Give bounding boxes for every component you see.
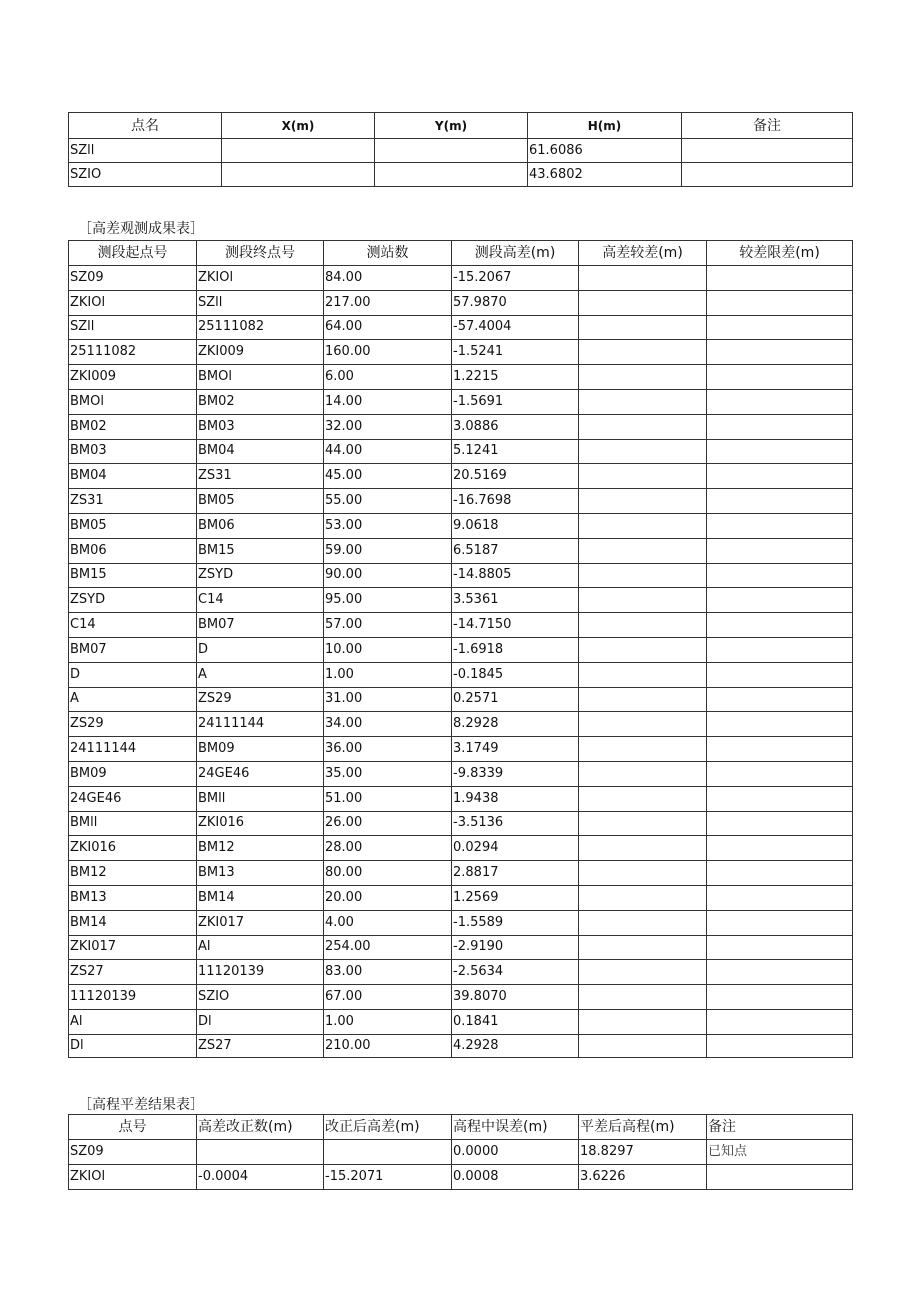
table-cell: 已知点 bbox=[707, 1140, 853, 1165]
table-row bbox=[69, 985, 853, 1010]
table-row bbox=[69, 761, 853, 786]
table-cell: C14 bbox=[197, 588, 324, 613]
table-cell: BM09 bbox=[197, 737, 324, 762]
table-cell: ZS29 bbox=[197, 687, 324, 712]
table-cell: 11120139 bbox=[197, 960, 324, 985]
table-row bbox=[69, 163, 853, 187]
table-cell bbox=[707, 1165, 853, 1190]
table-cell: 28.00 bbox=[324, 836, 452, 861]
table-cell: 25111082 bbox=[69, 340, 197, 365]
table-cell: 90.00 bbox=[324, 563, 452, 588]
table-cell: BM05 bbox=[69, 513, 197, 538]
table-cell: Dl bbox=[197, 1009, 324, 1034]
table-cell: 3.5361 bbox=[452, 588, 579, 613]
table-cell bbox=[707, 389, 853, 414]
table-cell bbox=[579, 389, 707, 414]
table-cell bbox=[707, 563, 853, 588]
table-cell: 31.00 bbox=[324, 687, 452, 712]
table-row bbox=[69, 885, 853, 910]
table-cell: 6.5187 bbox=[452, 538, 579, 563]
table-cell: A bbox=[197, 662, 324, 687]
table-row bbox=[69, 538, 853, 563]
table-cell: 0.1841 bbox=[452, 1009, 579, 1034]
column-header: 备注 bbox=[682, 113, 853, 139]
table-cell: 1.2569 bbox=[452, 885, 579, 910]
table-cell: 18.8297 bbox=[579, 1140, 707, 1165]
table-cell bbox=[682, 163, 853, 187]
table-cell: 26.00 bbox=[324, 811, 452, 836]
table-cell: SZIO bbox=[69, 163, 222, 187]
table-cell: D bbox=[197, 637, 324, 662]
table-cell bbox=[707, 836, 853, 861]
table-cell bbox=[579, 811, 707, 836]
table-row bbox=[69, 315, 853, 340]
table-cell: 14.00 bbox=[324, 389, 452, 414]
table-cell: 0.0294 bbox=[452, 836, 579, 861]
table-cell: -1.5589 bbox=[452, 910, 579, 935]
table-cell bbox=[707, 687, 853, 712]
table-cell: BM15 bbox=[197, 538, 324, 563]
table-cell: ZS29 bbox=[69, 712, 197, 737]
table-cell bbox=[707, 588, 853, 613]
table-cell bbox=[579, 464, 707, 489]
table-cell bbox=[707, 613, 853, 638]
header-row bbox=[69, 241, 853, 266]
column-header: Y(m) bbox=[375, 113, 528, 139]
table-cell bbox=[707, 885, 853, 910]
table-cell bbox=[579, 737, 707, 762]
table-cell: 1.00 bbox=[324, 662, 452, 687]
table-cell: BMll bbox=[197, 786, 324, 811]
table-row bbox=[69, 340, 853, 365]
table-cell: 254.00 bbox=[324, 935, 452, 960]
table-cell bbox=[579, 266, 707, 291]
table-cell: 95.00 bbox=[324, 588, 452, 613]
table-cell bbox=[579, 365, 707, 390]
table-row bbox=[69, 613, 853, 638]
column-header: 高程中误差(m) bbox=[452, 1115, 579, 1140]
table-cell: BM07 bbox=[69, 637, 197, 662]
table-cell: -1.5691 bbox=[452, 389, 579, 414]
table-cell: 3.1749 bbox=[452, 737, 579, 762]
table-cell: -9.8339 bbox=[452, 761, 579, 786]
table-cell: -3.5136 bbox=[452, 811, 579, 836]
table-cell: 61.6086 bbox=[528, 139, 682, 163]
table-cell bbox=[707, 414, 853, 439]
table-cell bbox=[707, 1009, 853, 1034]
table-cell: 83.00 bbox=[324, 960, 452, 985]
table-cell bbox=[707, 861, 853, 886]
table-cell bbox=[579, 861, 707, 886]
table-cell bbox=[707, 985, 853, 1010]
table-cell: 36.00 bbox=[324, 737, 452, 762]
table-cell: -2.5634 bbox=[452, 960, 579, 985]
table-row bbox=[69, 811, 853, 836]
table-cell bbox=[579, 538, 707, 563]
table-cell bbox=[579, 935, 707, 960]
table-cell: BM05 bbox=[197, 489, 324, 514]
table-cell bbox=[579, 637, 707, 662]
column-header: 点号 bbox=[69, 1115, 197, 1140]
table-cell bbox=[579, 290, 707, 315]
column-header: 点名 bbox=[69, 113, 222, 139]
table-row bbox=[69, 1034, 853, 1057]
table-cell bbox=[579, 761, 707, 786]
table-row bbox=[69, 1140, 853, 1165]
table-cell: ZS27 bbox=[197, 1034, 324, 1057]
table-row bbox=[69, 662, 853, 687]
table-cell bbox=[707, 315, 853, 340]
height-diff-table bbox=[68, 240, 853, 1058]
table-cell: A bbox=[69, 687, 197, 712]
table-cell: -15.2067 bbox=[452, 266, 579, 291]
column-header: X(m) bbox=[222, 113, 375, 139]
table-row bbox=[69, 414, 853, 439]
table-cell bbox=[707, 662, 853, 687]
table-cell bbox=[707, 737, 853, 762]
table-cell: 1.2215 bbox=[452, 365, 579, 390]
table-cell: 39.8070 bbox=[452, 985, 579, 1010]
table-cell bbox=[579, 414, 707, 439]
table-row bbox=[69, 1165, 853, 1190]
table-row bbox=[69, 139, 853, 163]
table-cell: ZS27 bbox=[69, 960, 197, 985]
table-cell bbox=[579, 1034, 707, 1057]
header-row bbox=[69, 113, 853, 139]
table-row bbox=[69, 464, 853, 489]
table-cell: BM13 bbox=[197, 861, 324, 886]
table-cell: SZll bbox=[197, 290, 324, 315]
table-cell: BM06 bbox=[69, 538, 197, 563]
table-cell: BMOl bbox=[69, 389, 197, 414]
table-cell: BM12 bbox=[69, 861, 197, 886]
table-cell: 20.5169 bbox=[452, 464, 579, 489]
table-cell: 80.00 bbox=[324, 861, 452, 886]
table-cell: 67.00 bbox=[324, 985, 452, 1010]
table-cell bbox=[375, 163, 528, 187]
table-cell bbox=[707, 761, 853, 786]
table-cell: BM13 bbox=[69, 885, 197, 910]
adjustment-table bbox=[68, 1114, 853, 1190]
table-row bbox=[69, 489, 853, 514]
table-cell: 24GE46 bbox=[197, 761, 324, 786]
column-header: 测站数 bbox=[324, 241, 452, 266]
table-cell bbox=[707, 786, 853, 811]
table-cell: BM02 bbox=[197, 389, 324, 414]
table-cell: SZll bbox=[69, 315, 197, 340]
table-row bbox=[69, 786, 853, 811]
table-cell: ZKI017 bbox=[69, 935, 197, 960]
table-cell bbox=[707, 811, 853, 836]
table-row bbox=[69, 439, 853, 464]
table-cell: ZKIOl bbox=[69, 290, 197, 315]
table-row bbox=[69, 712, 853, 737]
table-cell: 4.2928 bbox=[452, 1034, 579, 1057]
table-cell: 0.0000 bbox=[452, 1140, 579, 1165]
table-cell bbox=[707, 439, 853, 464]
table-cell: BM14 bbox=[197, 885, 324, 910]
table-cell: BM04 bbox=[197, 439, 324, 464]
table-cell: 9.0618 bbox=[452, 513, 579, 538]
table-cell: -1.5241 bbox=[452, 340, 579, 365]
table-cell bbox=[707, 960, 853, 985]
table-cell bbox=[375, 139, 528, 163]
table-cell: 57.00 bbox=[324, 613, 452, 638]
table-cell: BM06 bbox=[197, 513, 324, 538]
table-cell: -57.4004 bbox=[452, 315, 579, 340]
table-cell bbox=[579, 315, 707, 340]
table-cell: ZKIOl bbox=[197, 266, 324, 291]
table-cell: 160.00 bbox=[324, 340, 452, 365]
column-header: 备注 bbox=[707, 1115, 853, 1140]
table-cell: 44.00 bbox=[324, 439, 452, 464]
table-cell bbox=[579, 563, 707, 588]
table-cell: Dl bbox=[69, 1034, 197, 1057]
table-row bbox=[69, 910, 853, 935]
table-row bbox=[69, 389, 853, 414]
table-cell bbox=[682, 139, 853, 163]
table-cell: -14.8805 bbox=[452, 563, 579, 588]
table-cell: SZIO bbox=[197, 985, 324, 1010]
table-cell: ZKIOl bbox=[69, 1165, 197, 1190]
table-row bbox=[69, 365, 853, 390]
table-cell: ZKI009 bbox=[69, 365, 197, 390]
table-cell bbox=[579, 662, 707, 687]
table-cell: 43.6802 bbox=[528, 163, 682, 187]
table-cell bbox=[579, 836, 707, 861]
table-cell: 1.00 bbox=[324, 1009, 452, 1034]
table-row bbox=[69, 563, 853, 588]
table-row bbox=[69, 861, 853, 886]
table-cell: SZ09 bbox=[69, 266, 197, 291]
table-cell: 35.00 bbox=[324, 761, 452, 786]
table-cell bbox=[579, 588, 707, 613]
table-cell bbox=[579, 1009, 707, 1034]
table-cell bbox=[579, 960, 707, 985]
table-cell bbox=[707, 266, 853, 291]
table-cell: 51.00 bbox=[324, 786, 452, 811]
table-cell bbox=[324, 1140, 452, 1165]
table-cell bbox=[579, 613, 707, 638]
table-cell bbox=[707, 365, 853, 390]
table-cell: SZ09 bbox=[69, 1140, 197, 1165]
column-header: 高差较差(m) bbox=[579, 241, 707, 266]
table-cell bbox=[579, 712, 707, 737]
table-cell: C14 bbox=[69, 613, 197, 638]
table-cell: 6.00 bbox=[324, 365, 452, 390]
column-header: 测段高差(m) bbox=[452, 241, 579, 266]
table-cell: 64.00 bbox=[324, 315, 452, 340]
table-cell bbox=[707, 290, 853, 315]
table-cell: BM15 bbox=[69, 563, 197, 588]
table-cell: 217.00 bbox=[324, 290, 452, 315]
table-cell: 20.00 bbox=[324, 885, 452, 910]
column-header: 测段终点号 bbox=[197, 241, 324, 266]
table-cell: 57.9870 bbox=[452, 290, 579, 315]
table-row bbox=[69, 836, 853, 861]
table-cell: Al bbox=[69, 1009, 197, 1034]
table-cell bbox=[579, 489, 707, 514]
table-row bbox=[69, 1009, 853, 1034]
table-cell: BMll bbox=[69, 811, 197, 836]
table-cell: -14.7150 bbox=[452, 613, 579, 638]
table-cell bbox=[707, 712, 853, 737]
table-cell: ZS31 bbox=[69, 489, 197, 514]
table-cell: ZSYD bbox=[69, 588, 197, 613]
table-cell: 4.00 bbox=[324, 910, 452, 935]
table-cell: -2.9190 bbox=[452, 935, 579, 960]
header-row bbox=[69, 1115, 853, 1140]
table-cell: D bbox=[69, 662, 197, 687]
table-cell bbox=[579, 910, 707, 935]
table-cell bbox=[579, 885, 707, 910]
table-cell bbox=[197, 1140, 324, 1165]
table-cell: 0.2571 bbox=[452, 687, 579, 712]
table-cell bbox=[707, 637, 853, 662]
table-cell: 55.00 bbox=[324, 489, 452, 514]
table-cell: 45.00 bbox=[324, 464, 452, 489]
table-row bbox=[69, 935, 853, 960]
table-cell: 25111082 bbox=[197, 315, 324, 340]
table-cell bbox=[579, 786, 707, 811]
table-cell: 32.00 bbox=[324, 414, 452, 439]
column-header: 较差限差(m) bbox=[707, 241, 853, 266]
table-cell bbox=[707, 538, 853, 563]
column-header: 测段起点号 bbox=[69, 241, 197, 266]
column-header: H(m) bbox=[528, 113, 682, 139]
table-cell bbox=[579, 513, 707, 538]
column-header: 平差后高程(m) bbox=[579, 1115, 707, 1140]
table-cell: 5.1241 bbox=[452, 439, 579, 464]
table-cell: -16.7698 bbox=[452, 489, 579, 514]
table-cell: 53.00 bbox=[324, 513, 452, 538]
table-cell: BM12 bbox=[197, 836, 324, 861]
table-cell: 84.00 bbox=[324, 266, 452, 291]
table-cell: 24111144 bbox=[69, 737, 197, 762]
table-row bbox=[69, 637, 853, 662]
table-cell: 1.9438 bbox=[452, 786, 579, 811]
table-cell: BM02 bbox=[69, 414, 197, 439]
table-cell: ZSYD bbox=[197, 563, 324, 588]
table-cell: BMOl bbox=[197, 365, 324, 390]
table-row bbox=[69, 960, 853, 985]
table-cell bbox=[579, 687, 707, 712]
table-cell bbox=[707, 513, 853, 538]
adjustment-table-title: ［高程平差结果表］ bbox=[78, 1097, 204, 1113]
table-cell: 2.8817 bbox=[452, 861, 579, 886]
table-row bbox=[69, 737, 853, 762]
table-cell: 0.0008 bbox=[452, 1165, 579, 1190]
table-cell: 3.0886 bbox=[452, 414, 579, 439]
table-cell: BM04 bbox=[69, 464, 197, 489]
table-cell bbox=[579, 985, 707, 1010]
table-cell: -0.1845 bbox=[452, 662, 579, 687]
table-cell: 11120139 bbox=[69, 985, 197, 1010]
table-cell: BM14 bbox=[69, 910, 197, 935]
table-cell bbox=[707, 1034, 853, 1057]
table-cell: 210.00 bbox=[324, 1034, 452, 1057]
table-cell: ZS31 bbox=[197, 464, 324, 489]
table-cell bbox=[222, 163, 375, 187]
table-cell: 3.6226 bbox=[579, 1165, 707, 1190]
table-cell: BM09 bbox=[69, 761, 197, 786]
column-header: 改正后高差(m) bbox=[324, 1115, 452, 1140]
table-cell: -0.0004 bbox=[197, 1165, 324, 1190]
table-row bbox=[69, 513, 853, 538]
table-cell bbox=[707, 340, 853, 365]
table-cell: 34.00 bbox=[324, 712, 452, 737]
table-cell bbox=[707, 935, 853, 960]
table-row bbox=[69, 588, 853, 613]
table-row bbox=[69, 687, 853, 712]
column-header: 高差改正数(m) bbox=[197, 1115, 324, 1140]
table-row bbox=[69, 290, 853, 315]
table-cell: BM07 bbox=[197, 613, 324, 638]
table-cell bbox=[707, 489, 853, 514]
table-cell: -1.6918 bbox=[452, 637, 579, 662]
table-cell: BM03 bbox=[69, 439, 197, 464]
table-cell: ZKI017 bbox=[197, 910, 324, 935]
table-cell: 59.00 bbox=[324, 538, 452, 563]
table-cell: 10.00 bbox=[324, 637, 452, 662]
table-cell: ZKI016 bbox=[69, 836, 197, 861]
height-diff-table-title: ［高差观测成果表］ bbox=[78, 221, 204, 237]
table-cell bbox=[579, 439, 707, 464]
table-cell: ZKI009 bbox=[197, 340, 324, 365]
table-cell bbox=[707, 464, 853, 489]
table-cell bbox=[707, 910, 853, 935]
table-cell bbox=[222, 139, 375, 163]
known-points-table bbox=[68, 112, 853, 187]
table-row bbox=[69, 266, 853, 291]
table-cell: 8.2928 bbox=[452, 712, 579, 737]
table-cell: BM03 bbox=[197, 414, 324, 439]
table-cell: Al bbox=[197, 935, 324, 960]
table-cell: -15.2071 bbox=[324, 1165, 452, 1190]
table-cell: 24111144 bbox=[197, 712, 324, 737]
table-cell: ZKI016 bbox=[197, 811, 324, 836]
table-cell bbox=[579, 340, 707, 365]
table-cell: 24GE46 bbox=[69, 786, 197, 811]
table-cell: SZll bbox=[69, 139, 222, 163]
